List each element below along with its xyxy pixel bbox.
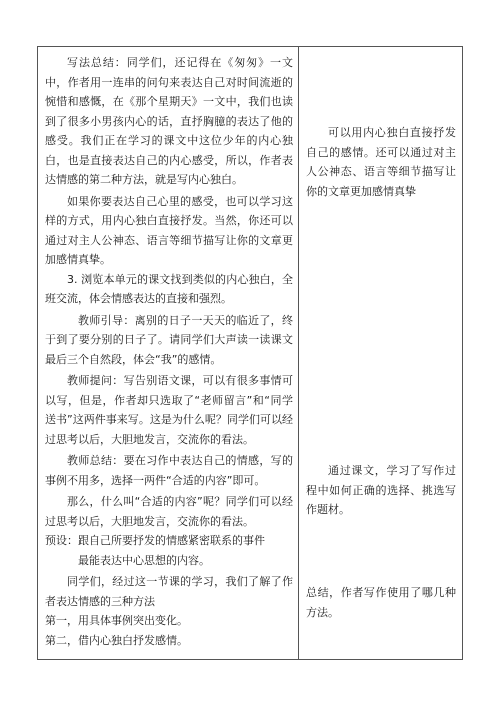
lesson-conclusion-paragraph: 同学们，经过这一节课的学习，我们了解了作者表达情感的三种方法 [45, 575, 293, 608]
column-divider [298, 47, 299, 659]
lesson-table [37, 46, 463, 660]
design-intent-note-3: 总结，作者写作使用了哪几种方法。 [306, 586, 456, 619]
design-intent-note-1: 可以用内心独白直接抒发自己的感情。还可以通过对主人公神态、语言等细节描写让你的文章更加感情真挚 [306, 126, 456, 198]
method-one-line: 第一，用具体事例突出变化。 [45, 614, 188, 627]
design-intent-note-2: 通过课文，学习了写作过程中如何正确的选择、挑选写作题材。 [306, 464, 456, 516]
teaching-process-column [45, 53, 293, 650]
preset-answer-line-2: 最能表达中心思想的内容。 [78, 553, 210, 567]
teacher-question-paragraph: 教师提问：写告别语文课，可以有很多事情可以写，但是，作者却只选取了“老师留言”和“同学送书”这两件事来写。这是为什么呢？同学们可以经过思考以后，大胆地发言，交流你的看法。 [45, 374, 293, 446]
suitable-content-paragraph: 那么，什么叫“合适的内容”呢？同学们可以经过思考以后，大胆地发言，交流你的看法。 [45, 495, 293, 528]
method-summary-paragraph: 写法总结：同学们，还记得在《匆匆》一文中，作者用一连串的问句来表达自己对时间流逝的惋惜和感慨，在《那个星期天》一文中，我们也读到了很多小男孩内心的话，直抒胸臆的表达了他的感受。我们正在学习的课文中这位少年的内心独白，也是直接表达自己的内心感受，所以，作者表达情感的第二种方法，就是写内心独白。 [45, 56, 293, 186]
step-3-paragraph: 3. 浏览本单元的课文找到类似的内心独白，全班交流，体会情感表达的直接和强烈。 [45, 272, 293, 305]
inner-monologue-paragraph: 如果你要表达自己心里的感受，也可以学习这样的方式，用内心独白直接抒发。当然，你还可以通过对主人公神态、语言等细节描写让你的文章更加感情真挚。 [45, 194, 293, 266]
preset-answer-line: 预设：跟自己所要抒发的情感紧密联系的事件 [45, 534, 265, 547]
method-two-line: 第二，借内心独白抒发感情。 [45, 633, 188, 647]
teacher-summary-paragraph: 教师总结：要在习作中表达自己的情感，写的事例不用多，选择一两件“合适的内容”即可。 [45, 454, 293, 487]
teacher-guide-paragraph: 教师引导：离别的日子一天天的临近了，终于到了要分别的日子了。请同学们大声读一读课文最后三个自然段，体会“我”的感情。 [45, 313, 293, 366]
